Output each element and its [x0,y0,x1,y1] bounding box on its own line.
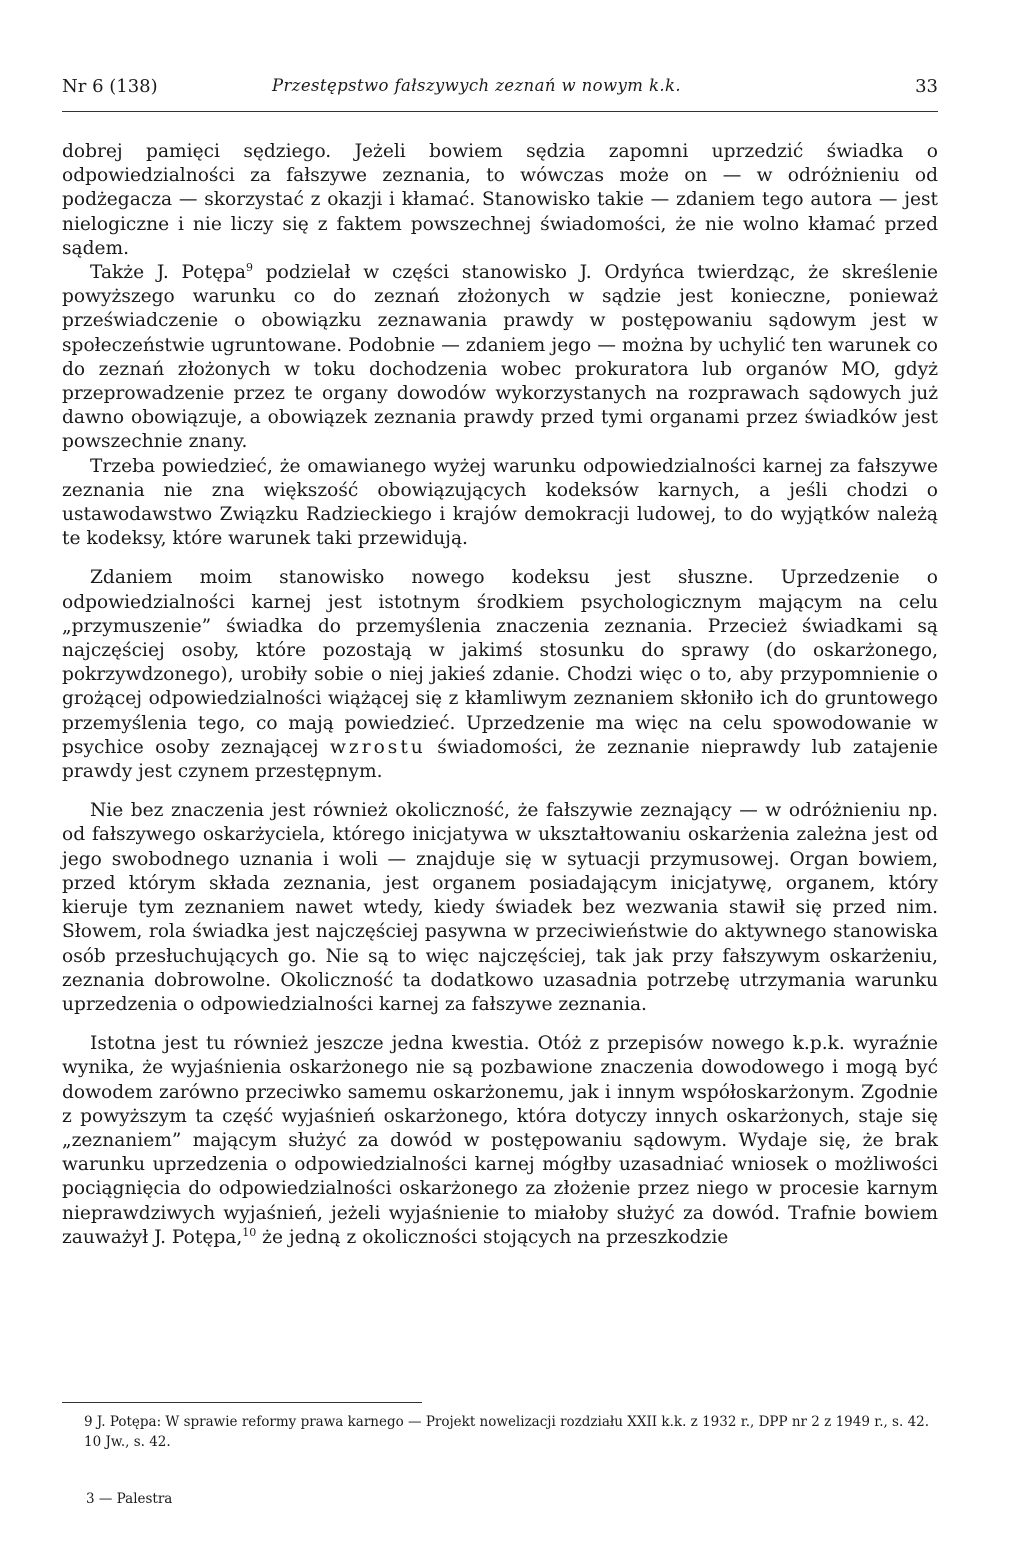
running-title: Przestępstwo fałszywych zeznań w nowym k.k. [272,76,682,95]
paragraph-3: Trzeba powiedzieć, że omawianego wyżej warunku odpowiedzialności karnej za fałszywe zeznania nie zna większość obowiązujących kodeksów karnych, a jeśli chodzi o ustawodawstwo Związku Radzieckiego i krajów demokracji ludowej, to do wyjątków należą te kodeksy, które warunek taki przewidują. [62,455,938,550]
header-rule [62,111,938,112]
running-header [62,76,938,102]
paragraph-5: Nie bez znaczenia jest również okoliczność, że fałszywie zeznający — w odróżnieniu np. od fałszywego oskarżyciela, którego inicjatywa w ukształtowaniu oskarżenia zależna jest od jego swobodnego uznania i woli — znajduje się w sytuacji przymusowej. Organ bowiem, przed którym składa zeznania, jest organem posiadającym inicjatywę, organem, który kieruje tym zeznaniem nawet wtedy, kiedy świadek bez wezwania stawił się przed nim. Słowem, rola świadka jest najczęściej pasywna w przeciwieństwie do aktywnego stanowiska osób przesłuchujących go. Nie są to więc najczęściej, tak jak przy fałszywym oskarżeniu, zeznania dobrowolne. Okoliczność ta dodatkowo uzasadnia potrzebę utrzymania warunku uprzedzenia o odpowiedzialności karnej za fałszywe zeznania. [62,800,938,1015]
article-body [62,140,938,1250]
emphasized-word: wzrostu [330,736,426,758]
paragraph-1: dobrej pamięci sędziego. Jeżeli bowiem sędzia zapomni uprzedzić świadka o odpowiedzialności za fałszywe zeznania, to wówczas może on — w odróżnieniu od podżegacza — skorzystać z okazji i kłamać. Stanowisko takie — zdaniem tego autora — jest nielogiczne i nie liczy się z faktem powszechnej świadomości, że nie wolno kłamać przed sądem. [62,141,938,259]
paragraph-4 [62,566,938,784]
page-number: 33 [915,76,938,97]
footnotes [62,1412,938,1452]
footnote-10: 10 Jw., s. 42. [84,1434,171,1450]
sheet-signature: 3 — Palestra [86,1491,173,1507]
paragraph-6 [62,1032,938,1250]
paragraph-4-rest: świadomości, że zeznanie nieprawdy lub zatajenie prawdy jest czynem przestępnym. [62,736,939,783]
footnote-ref-9: 9 [245,260,253,274]
paragraph-2-start: Także J. Potępa [90,262,246,284]
footnote-ref-10: 10 [242,1225,257,1239]
paragraph-4-start: Zdaniem moim stanowisko nowego kodeksu jest słuszne. Uprzedzenie o odpowiedzialności karnej jest istotnym środkiem psychologicznym mającym na celu „przymuszenie” świadka do przemyślenia znaczenia zeznania. Przecież świadkami są najczęściej osoby, które pozostają w jakimś stosunku do sprawy (do oskarżonego, pokrzywdzonego), urobiły sobie o niej jakieś zdanie. Chodzi więc o to, aby przypomnienie o grożącej odpowiedzialności wiążącej się z kłamliwym zeznaniem skłoniło ich do gruntowego przemyślenia tego, co mają powiedzieć. Uprzedzenie ma więc na celu spowodowanie w psychice osoby zeznającej [62,567,938,758]
paragraph-2-rest: podzielał w części stanowisko J. Ordyńca twierdząc, że skreślenie powyższego warunku co do zeznań złożonych w sądzie jest konieczne, ponieważ przeświadczenie o obowiązku zeznawania prawdy w postępowaniu sądowym jest w społeczeństwie ugruntowane. Podobnie — zdaniem jego — można by uchylić ten warunek co do zeznań złożonych w toku dochodzenia wobec prokuratora lub organów MO, gdyż przeprowadzenie przez te organy dowodów wykorzystanych na rozprawach sądowych już dawno obowiązuje, a obowiązek zeznania prawdy przed tymi organami przez świadków jest powszechnie znany. [62,262,938,453]
paragraph-2 [62,261,938,455]
footnote-rule [62,1402,422,1403]
issue-number: Nr 6 (138) [62,76,158,97]
footnote-9: 9 J. Potępa: W sprawie reformy prawa karnego — Projekt nowelizacji rozdziału XXII k.k. z 1932 r., DPP nr 2 z 1949 r., s. 42. [84,1414,930,1430]
paragraph-6-start: Istotna jest tu również jeszcze jedna kwestia. Otóż z przepisów nowego k.p.k. wyraźnie wynika, że wyjaśnienia oskarżonego nie są pozbawione znaczenia dowodowego i mogą być dowodem zarówno przeciwko samemu oskarżonemu, jak i innym współoskarżonym. Zgodnie z powyższym ta część wyjaśnień oskarżonego, która dotyczy innych oskarżonych, staje się „zeznaniem” mającym służyć za dowód w postępowaniu sądowym. Wydaje się, że brak warunku uprzedzenia o odpowiedzialności karnej mógłby uzasadniać wniosek o możliwości pociągnięcia do odpowiedzialności oskarżonego za złożenie przez niego w procesie karnym nieprawdziwych wyjaśnień, jeżeli wyjaśnienie to miałoby służyć za dowód. Trafnie bowiem zauważył J. Potępa, [62,1033,938,1248]
paragraph-6-rest: że jedną z okoliczności stojących na przeszkodzie [256,1226,729,1248]
